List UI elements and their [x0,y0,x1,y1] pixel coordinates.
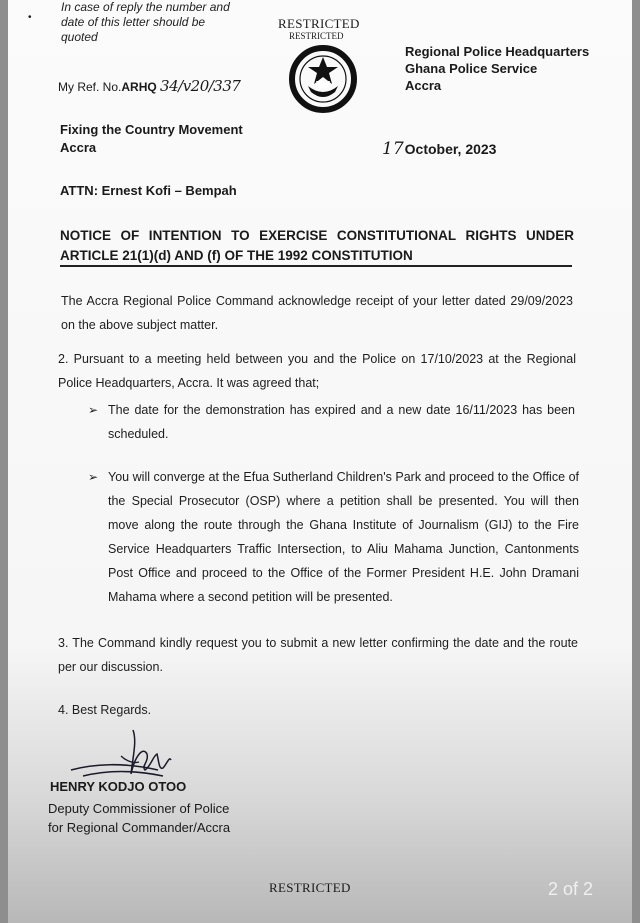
paragraph-request: 3. The Command kindly request you to submit a new letter confirming the date and the route per our discussion. [58,636,578,674]
classification-header: RESTRICTED [278,16,360,31]
recipient-line: Fixing the Country Movement [60,122,243,137]
paragraph-regards: 4. Best Regards. [58,703,152,717]
list-item-text: The date for the demonstration has expired and a new date 16/11/2023 has been scheduled. [108,403,575,441]
date-month-year: October, 2023 [404,141,497,157]
paragraph-acknowledgement: The Accra Regional Police Command acknowledge receipt of your letter dated 29/09/2023 on the above subject matter. [61,294,573,332]
attention-line: ATTN: Ernest Kofi – Bempah [60,183,237,198]
sender-address [405,43,589,94]
signatory-title-line: Deputy Commissioner of Police [48,801,230,816]
recipient-line: Accra [60,140,97,155]
list-item [88,398,575,446]
reply-instruction: In case of reply the number and date of this letter should be quoted [61,0,230,44]
document-page [8,0,632,923]
date-day: 17 [382,139,404,159]
list-item [88,465,579,609]
margin-mark: • [28,12,32,23]
signature-icon [63,726,193,786]
letter-date [382,139,496,159]
signatory-title-line: for Regional Commander/Accra [48,820,231,835]
paragraph-meeting: 2. Pursuant to a meeting held between you and the Police on 17/10/2023 at the Regional Police Headquarters, Accra. It was agreed that; [58,352,576,390]
list-item-text: You will converge at the Efua Sutherland Children's Park and proceed to the Office of the Special Prosecutor (OSP) where a petition shall be presented. You will then move along the route through the Ghana Institute of Journalism (GIJ) to the Fire Service Headquarters Traffic Intersection, to Aliu Mahama Junction, Cantonments Post Office and proceed to the Office of the Former President H.E. John Dramani Mahama where a second petition will be presented. [108,470,579,604]
bullet-arrow-icon: ➢ [88,470,99,484]
subject-heading: NOTICE OF INTENTION TO EXERCISE CONSTITUTIONAL RIGHTS UNDER ARTICLE 21(1)(d) AND (f) OF THE 1992 CONSTITUTION [60,228,574,263]
recipient-address [60,121,243,157]
ref-handwritten: 34/v20/337 [160,77,241,95]
classification-footer: RESTRICTED [269,880,351,895]
ref-prefix: ARHQ [121,80,157,94]
subject-underline [60,265,572,267]
signatory-name: HENRY KODJO OTOO [50,779,187,794]
bullet-arrow-icon: ➢ [88,403,99,417]
sender-address-line: Accra [405,78,442,93]
sender-address-line: Regional Police Headquarters [405,44,590,59]
classification-seal-label: RESTRICTED [289,31,344,41]
ref-label: My Ref. No. [58,80,122,94]
signatory-title [48,799,230,837]
ghana-police-crest-icon [278,44,368,114]
page-indicator: 2 of 2 [548,879,594,899]
sender-address-line: Ghana Police Service [405,61,538,76]
reference-number [58,77,240,95]
